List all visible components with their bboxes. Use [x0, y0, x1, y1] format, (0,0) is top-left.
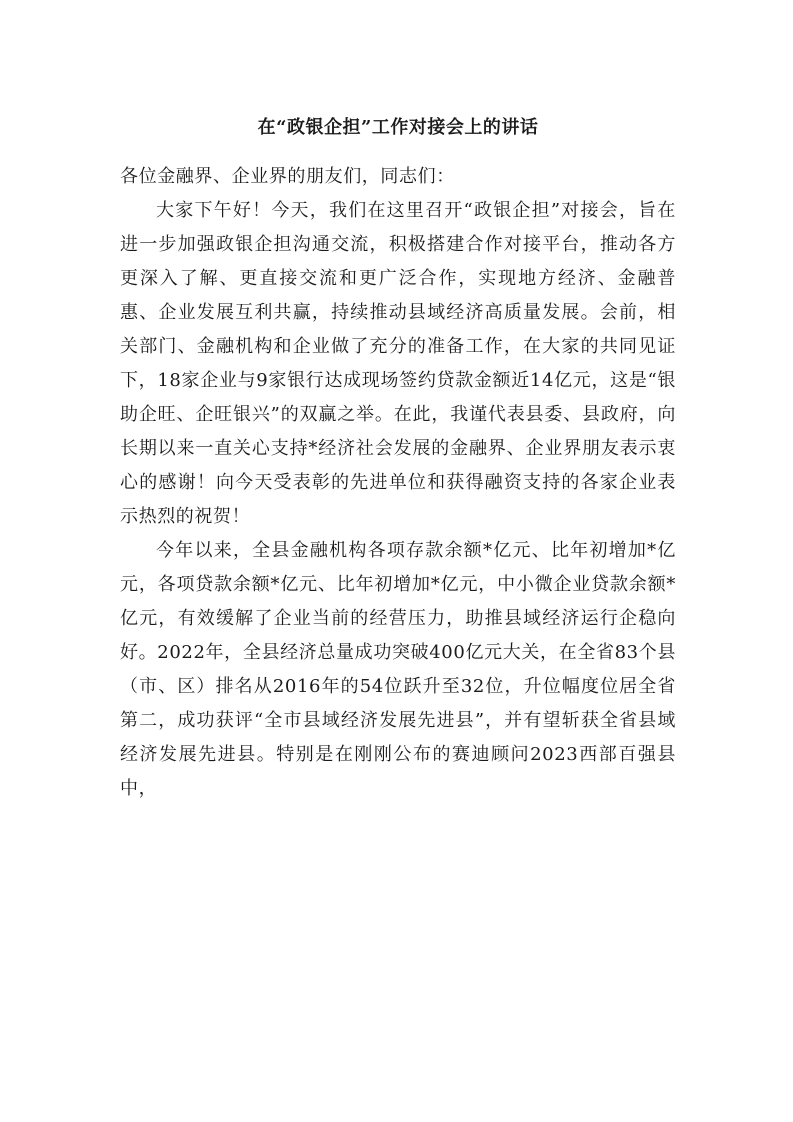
- document-page: [120, 116, 676, 806]
- paragraph-2: 今年以来，全县金融机构各项存款余额*亿元、比年初增加*亿元，各项贷款余额*亿元、比年初增加*亿元，中小微企业贷款余额*亿元，有效缓解了企业当前的经营压力，助推县域经济运行企稳向好。2022年，全县经济总量成功突破400亿元大关，在全省83个县（市、区）排名从2016年的54位跃升至32位，升位幅度位居全省第二，成功获评“全市县域经济发展先进县”，并有望斩获全省县域经济发展先进县。特别是在刚刚公布的赛迪顾问2023西部百强县中，: [120, 540, 676, 799]
- document-title: 在“政银企担”工作对接会上的讲话: [257, 117, 539, 138]
- paragraph-1: 大家下午好！今天，我们在这里召开“政银企担”对接会，旨在进一步加强政银企担沟通交流，积极搭建合作对接平台，推动各方更深入了解、更直接交流和更广泛合作，实现地方经济、金融普惠、企业发展互利共赢，持续推动县域经济高质量发展。会前，相关部门、金融机构和企业做了充分的准备工作，在大家的共同见证下，18家企业与9家银行达成现场签约贷款金额近14亿元，这是“银助企旺、企旺银兴”的双赢之举。在此，我谨代表县委、县政府，向长期以来一直关心支持*经济社会发展的金融界、企业界朋友表示衷心的感谢！向今天受表彰的先进单位和获得融资支持的各家企业表示热烈的祝贺！: [120, 200, 676, 527]
- salutation: 各位金融界、企业界的朋友们，同志们：: [120, 166, 455, 187]
